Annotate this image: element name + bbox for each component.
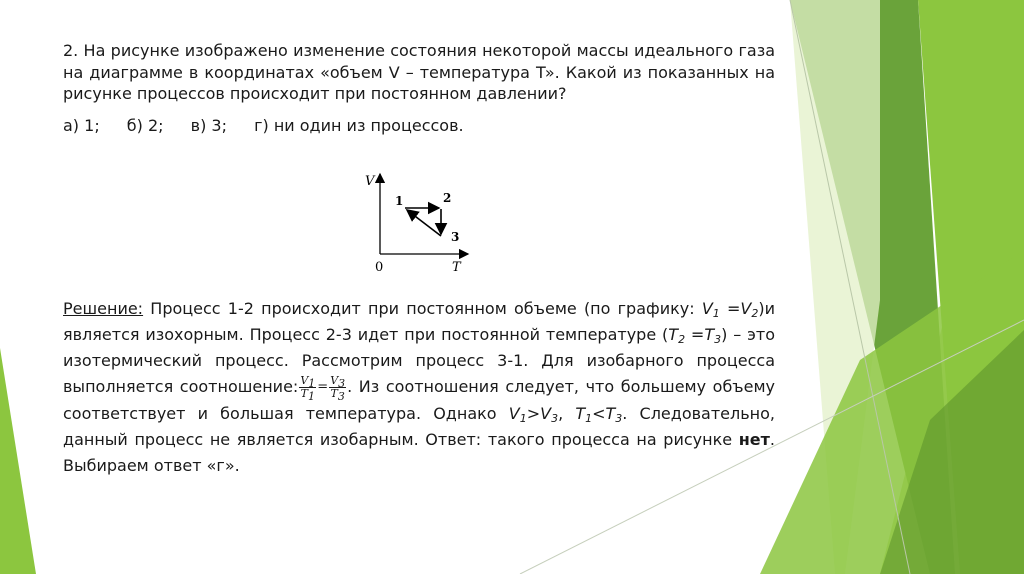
answer-option: а) 1; (63, 115, 100, 135)
fraction-v3-t3: $\frac{V_3}{T_3}$ (330, 374, 346, 403)
v-axis-label: V (365, 174, 375, 189)
answer-option: г) ни один из процессов. (254, 115, 464, 135)
solution-answer-bold: нет (738, 429, 770, 449)
answer-options (63, 115, 775, 137)
origin-label: 0 (375, 260, 384, 275)
solution-part: . Выбираем ответ «г». (63, 429, 775, 475)
answer-option: б) 2; (126, 115, 164, 135)
answer-option: в) 3; (190, 115, 227, 135)
slide-content (63, 40, 776, 475)
solution-part: . Из соотношения следует, что большему объему соответствует и большая температура. Однако (63, 377, 775, 423)
point-2-label: 2 (443, 191, 452, 205)
solution-part: Следовательно, данный процесс не является изобарным. Ответ: такого процесса на рисунке (63, 403, 776, 449)
question-text: 2. На рисунке изображено изменение состояния некоторой массы идеального газа на диаграмме в координатах «объем V – температура T». Какой из показанных на рисунке процессов происходит при постоянном давлении? (63, 41, 775, 103)
t-axis-label: T (452, 260, 461, 275)
vt-diagram (355, 168, 475, 276)
solution-part: Процесс 1-2 происходит при постоянном объеме (по графику: (143, 299, 702, 318)
process-3-1 (407, 210, 441, 236)
green-left-triangle (0, 348, 36, 574)
solution-text: Решение: Процесс 1-2 происходит при постоянном объеме (по графику: $V_1 =V_2)и$ является изохорным. Процесс 2-3 идет при постоянной температуре $(T_2 =T_3)$ – это изотермический процесс. Рассмотрим процесс 3-1. Для изобарного процесса выполняется соотношение: $\frac{V_1}{T_1}$ = $\frac{V_3}{T_3}$ . Из соотношения следует, что большему объему соответствует и большая температура. Однако $V_1>V_3$, $T_1<T_3$. Следовательно, данный процесс не является изобарным. Ответ: такого процесса на рисунке нет. Выбираем ответ «г». (63, 299, 776, 475)
solution-part: ) – это изотермический процесс. Рассмотрим процесс 3-1. Для изобарного процесса выполняется соотношение: (63, 325, 775, 396)
solution-label: Решение: (63, 299, 144, 318)
fraction-v1-t1: $\frac{V_1}{T_1}$ (300, 374, 316, 403)
solution-part: )и является изохорным. Процесс 2-3 идет при постоянной температуре ( (63, 299, 775, 344)
point-3-label: 3 (451, 230, 460, 244)
point-1-label: 1 (395, 194, 404, 208)
